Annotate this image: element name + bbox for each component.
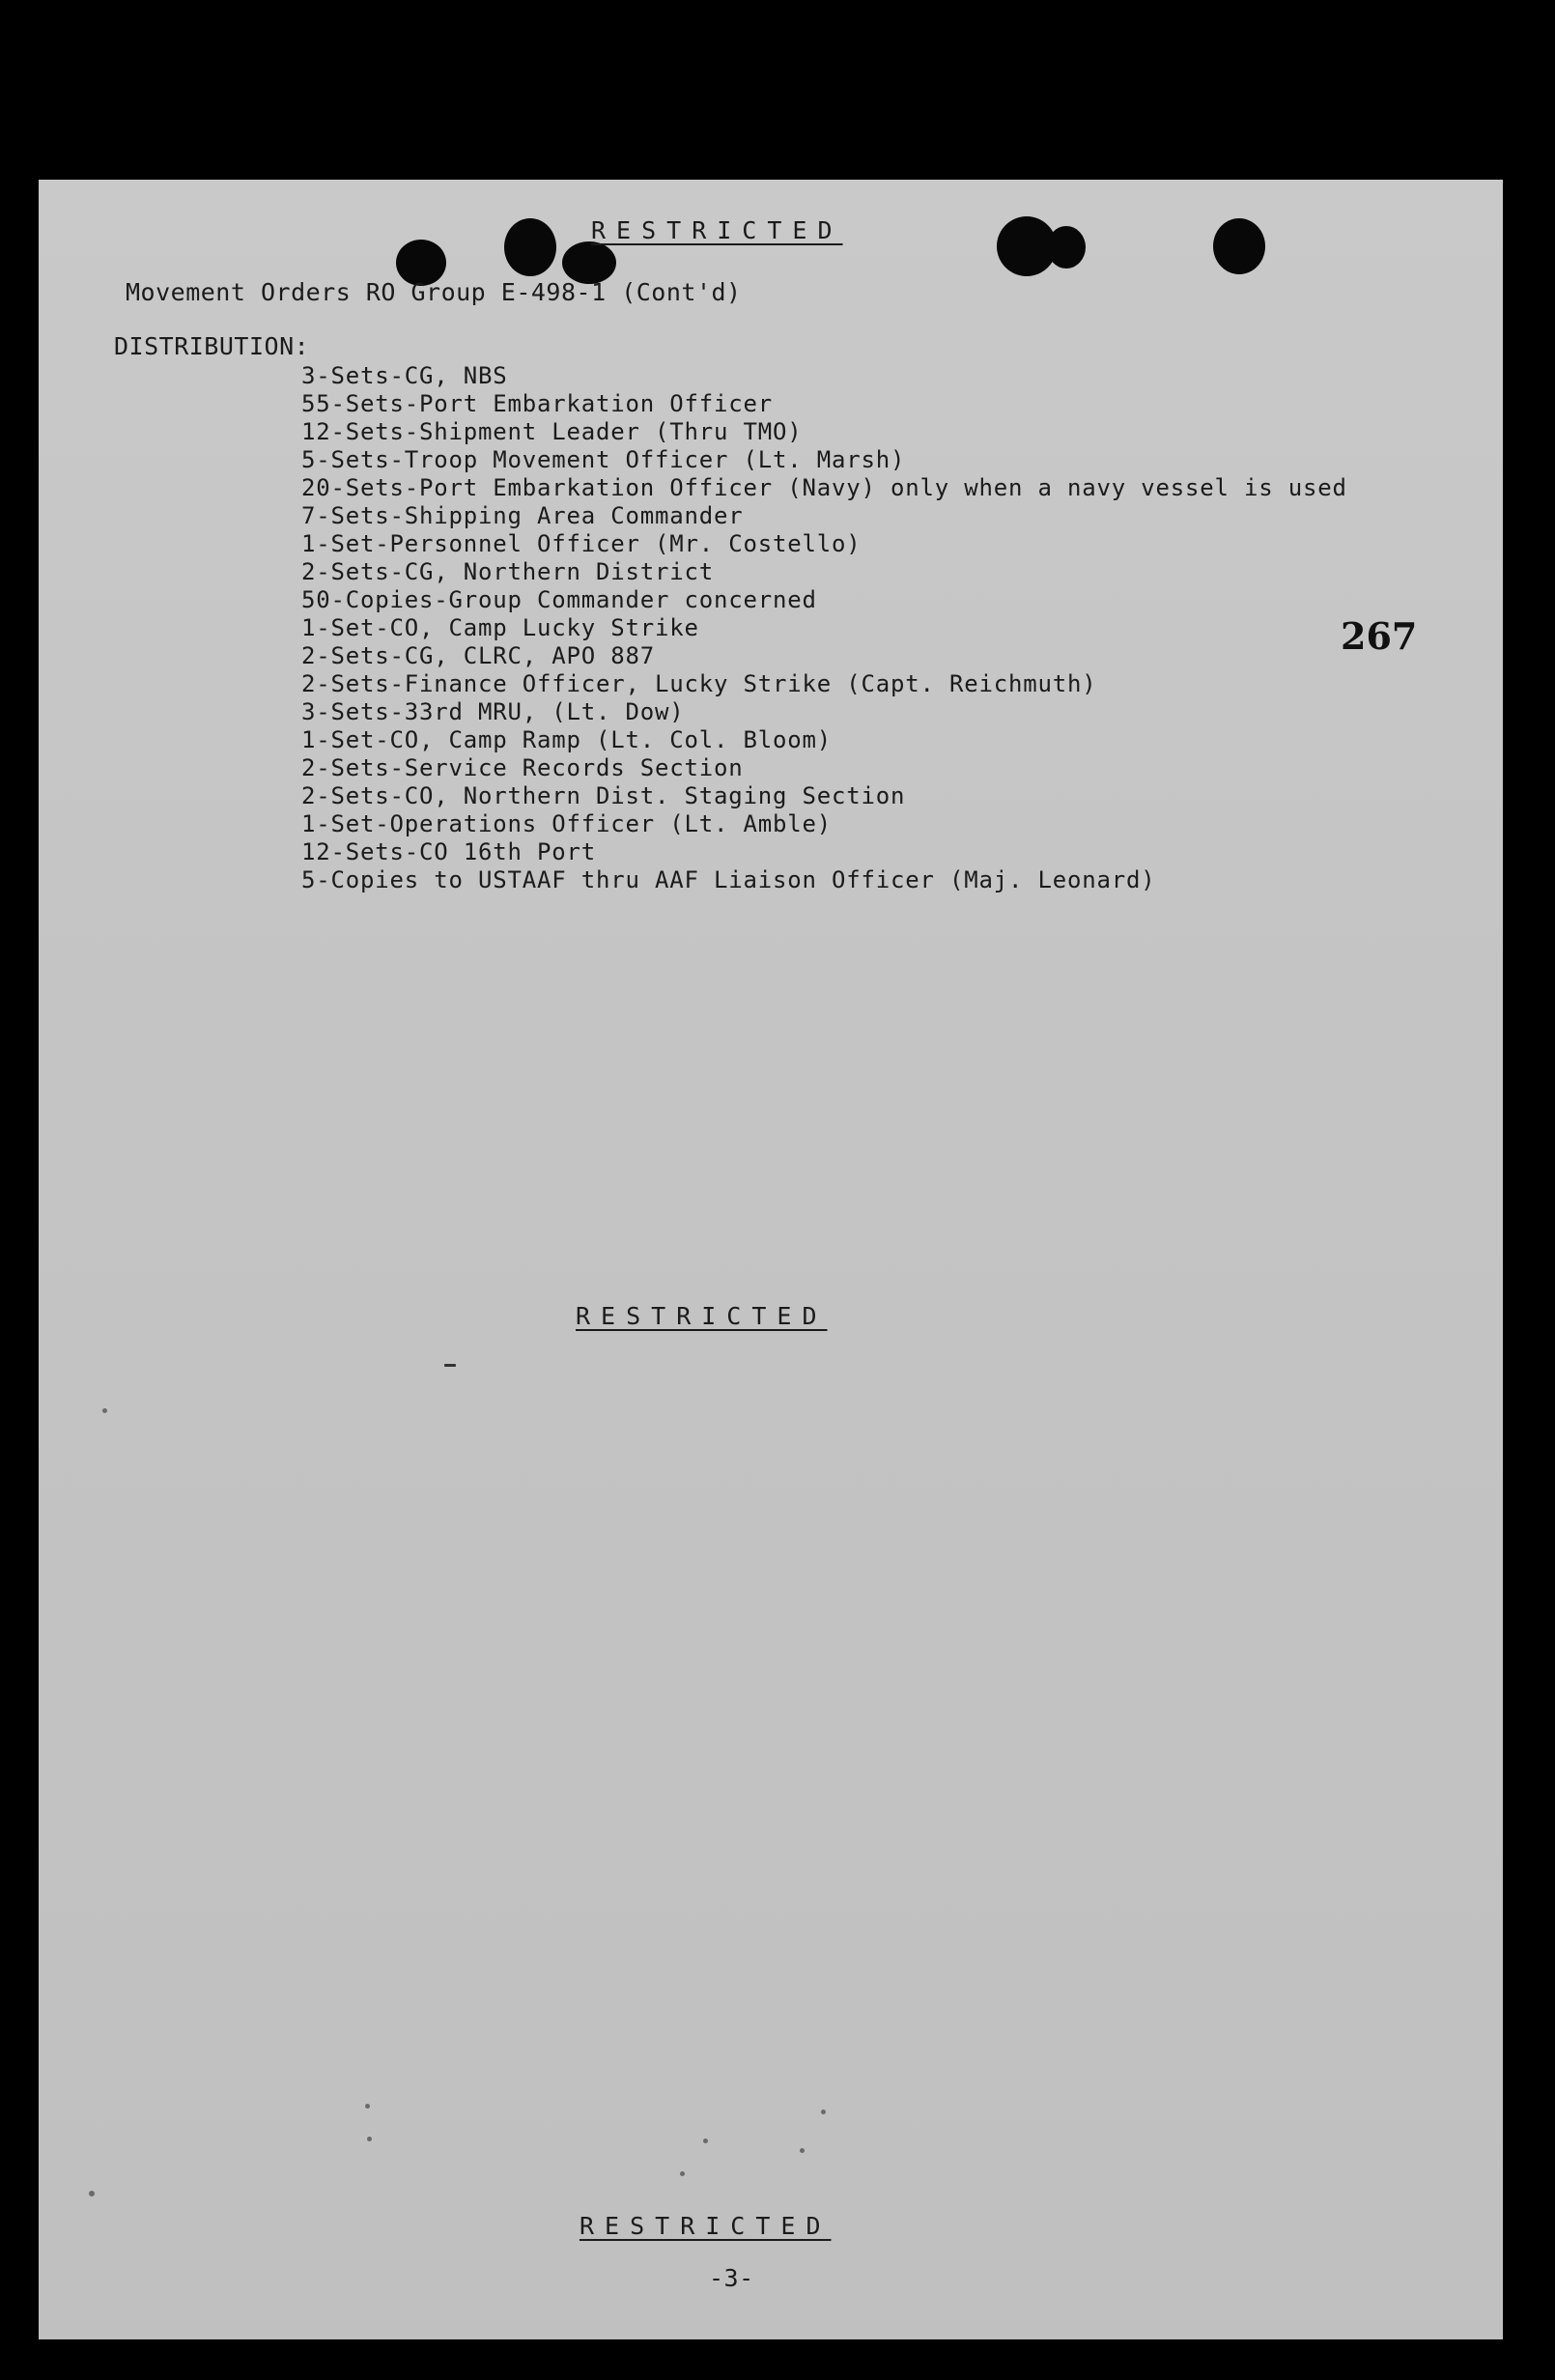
distribution-item: 12-Sets-Shipment Leader (Thru TMO) (301, 418, 803, 445)
distribution-label: DISTRIBUTION: (114, 332, 310, 360)
paper-speck (800, 2148, 805, 2153)
paper-speck (703, 2139, 708, 2143)
distribution-item: 1-Set-CO, Camp Ramp (Lt. Col. Bloom) (301, 726, 832, 753)
paper-speck (444, 1364, 456, 1367)
document-page (39, 180, 1503, 2339)
distribution-item: 20-Sets-Port Embarkation Officer (Navy) only when a navy vessel is used (301, 474, 1347, 501)
distribution-item: 3-Sets-CG, NBS (301, 362, 508, 389)
paper-speck (367, 2137, 372, 2141)
stamp-number: 267 (1341, 614, 1418, 658)
distribution-item: 3-Sets-33rd MRU, (Lt. Dow) (301, 698, 685, 725)
page-number: -3- (709, 2264, 754, 2292)
classification-middle: RESTRICTED (576, 1302, 828, 1330)
distribution-item: 7-Sets-Shipping Area Commander (301, 502, 744, 529)
distribution-item: 12-Sets-CO 16th Port (301, 838, 596, 865)
distribution-item: 2-Sets-Service Records Section (301, 754, 744, 781)
distribution-item: 2-Sets-CO, Northern Dist. Staging Section (301, 782, 906, 809)
distribution-item: 50-Copies-Group Commander concerned (301, 586, 817, 613)
classification-top: RESTRICTED (591, 216, 843, 244)
classification-bottom: RESTRICTED (580, 2212, 832, 2240)
distribution-list (301, 362, 1347, 894)
distribution-item: 1-Set-Operations Officer (Lt. Amble) (301, 810, 832, 837)
distribution-item: 1-Set-Personnel Officer (Mr. Costello) (301, 530, 862, 557)
paper-speck (365, 2104, 370, 2109)
distribution-item: 1-Set-CO, Camp Lucky Strike (301, 614, 699, 641)
paper-speck (89, 2191, 95, 2196)
distribution-item: 55-Sets-Port Embarkation Officer (301, 390, 773, 417)
distribution-item: 2-Sets-CG, CLRC, APO 887 (301, 642, 655, 669)
paper-speck (821, 2110, 826, 2114)
paper-speck (680, 2171, 685, 2176)
punch-hole (1047, 226, 1086, 269)
distribution-item: 5-Copies to USTAAF thru AAF Liaison Officer (Maj. Leonard) (301, 866, 1156, 893)
distribution-item: 2-Sets-CG, Northern District (301, 558, 714, 585)
document-title: Movement Orders RO Group E-498-1 (Cont'd) (126, 278, 742, 306)
punch-hole (504, 218, 556, 276)
distribution-item: 2-Sets-Finance Officer, Lucky Strike (Capt. Reichmuth) (301, 670, 1097, 697)
punch-hole (1213, 218, 1265, 274)
distribution-item: 5-Sets-Troop Movement Officer (Lt. Marsh) (301, 446, 906, 473)
paper-speck (102, 1408, 107, 1413)
